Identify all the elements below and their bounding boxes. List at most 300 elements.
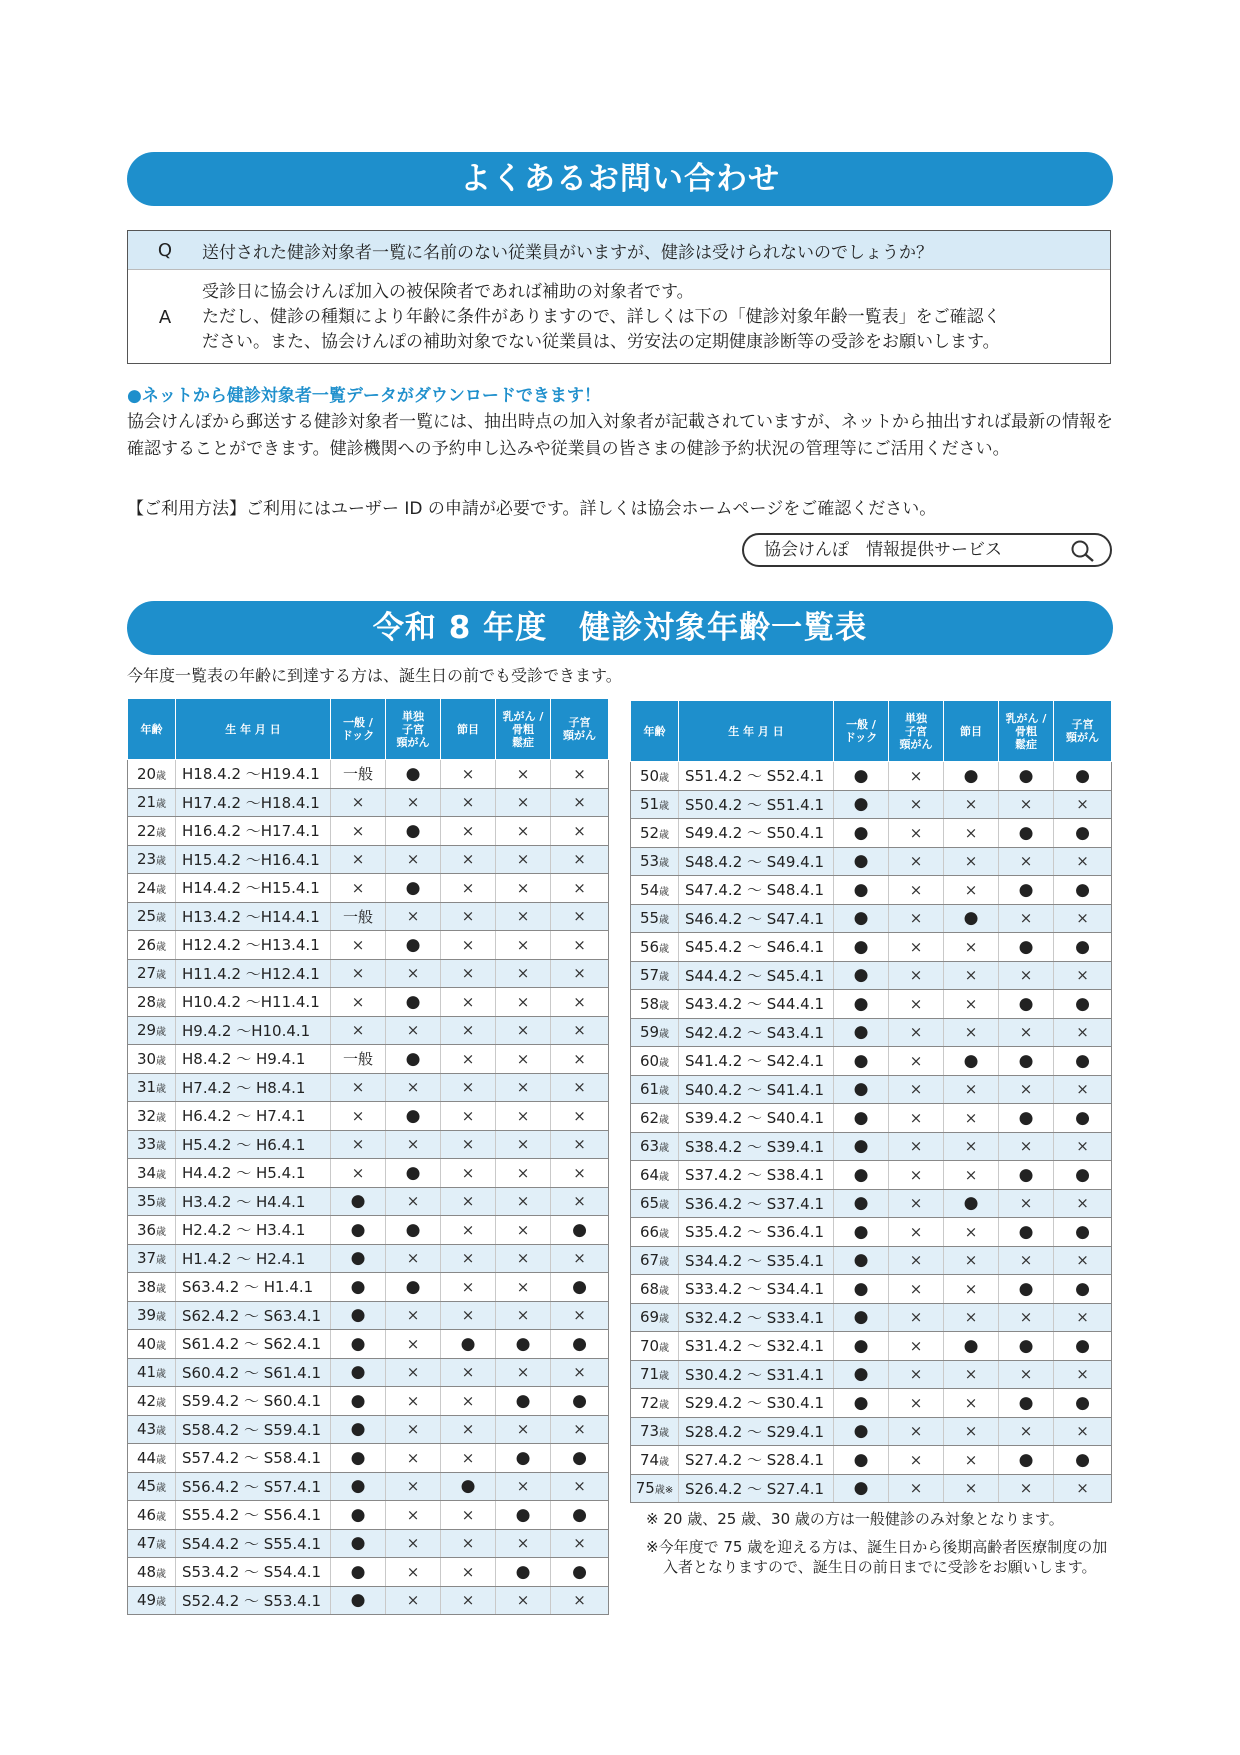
header-general: 一般 / ドック [834, 701, 889, 762]
general-cell: ● [834, 1303, 889, 1332]
cervical-cell: × [551, 1159, 609, 1188]
birth-range-cell: S28.4.2 ～ S29.4.1 [679, 1417, 834, 1446]
cervical-cell: × [551, 1301, 609, 1330]
cervical-cell: × [551, 1529, 609, 1558]
general-cell: × [331, 931, 386, 960]
table-row [631, 933, 1112, 962]
breast-cell: × [496, 760, 551, 789]
table-row [128, 959, 609, 988]
breast-cell: × [496, 1187, 551, 1216]
cervical-single-cell: × [386, 1073, 441, 1102]
birth-range-cell: H2.4.2 ～ H3.4.1 [176, 1216, 331, 1245]
cervical-cell: ● [1054, 1275, 1112, 1304]
search-icon [1070, 539, 1096, 563]
table-row [128, 1358, 609, 1387]
table-row [128, 1102, 609, 1131]
cervical-cell: × [1054, 847, 1112, 876]
milestone-cell: ● [944, 1189, 999, 1218]
general-cell: ● [834, 990, 889, 1019]
general-cell: ● [331, 1358, 386, 1387]
table-row [128, 1444, 609, 1473]
birth-range-cell: S37.4.2 ～ S38.4.1 [679, 1161, 834, 1190]
table-row [128, 1501, 609, 1530]
general-cell: × [331, 988, 386, 1017]
birth-range-cell: H8.4.2 ～ H9.4.1 [176, 1045, 331, 1074]
table-row [128, 1301, 609, 1330]
table-row [631, 1474, 1112, 1503]
general-cell: ● [834, 819, 889, 848]
milestone-cell: × [944, 933, 999, 962]
milestone-cell: × [441, 1444, 496, 1473]
cervical-single-cell: × [889, 1018, 944, 1047]
birth-range-cell: S53.4.2 ～ S54.4.1 [176, 1558, 331, 1587]
breast-cell: × [999, 1132, 1054, 1161]
breast-cell: × [999, 1189, 1054, 1218]
cervical-single-cell: × [889, 762, 944, 791]
cervical-single-cell: ● [386, 931, 441, 960]
breast-cell: × [496, 788, 551, 817]
age-cell: 63歳 [631, 1132, 679, 1161]
table-row [128, 1130, 609, 1159]
birth-range-cell: S42.4.2 ～ S43.4.1 [679, 1018, 834, 1047]
milestone-cell: × [441, 1187, 496, 1216]
cervical-cell: × [1054, 904, 1112, 933]
birth-range-cell: S55.4.2 ～ S56.4.1 [176, 1501, 331, 1530]
milestone-cell: × [441, 1586, 496, 1615]
cervical-single-cell: × [386, 1244, 441, 1273]
breast-cell: × [496, 931, 551, 960]
cervical-cell: ● [551, 1273, 609, 1302]
header-breast: 乳がん / 骨粗 鬆症 [999, 701, 1054, 762]
breast-cell: ● [496, 1501, 551, 1530]
birth-range-cell: S50.4.2 ～ S51.4.1 [679, 790, 834, 819]
table-row [631, 1047, 1112, 1076]
general-cell: × [331, 1016, 386, 1045]
cervical-single-cell: × [889, 876, 944, 905]
general-cell: ● [331, 1558, 386, 1587]
general-cell: ● [331, 1444, 386, 1473]
table-row [631, 876, 1112, 905]
breast-cell: × [496, 845, 551, 874]
milestone-cell: × [441, 1159, 496, 1188]
cervical-single-cell: × [386, 959, 441, 988]
breast-cell: × [999, 1075, 1054, 1104]
breast-cell: ● [999, 876, 1054, 905]
general-cell: ● [834, 876, 889, 905]
general-cell: ● [834, 790, 889, 819]
age-cell: 32歳 [128, 1102, 176, 1131]
breast-cell: × [496, 1045, 551, 1074]
milestone-cell: × [441, 760, 496, 789]
general-cell: ● [834, 1246, 889, 1275]
milestone-cell: × [944, 961, 999, 990]
table-row [128, 1586, 609, 1615]
age-cell: 23歳 [128, 845, 176, 874]
breast-cell: × [999, 847, 1054, 876]
header-birth: 生 年 月 日 [176, 699, 331, 760]
age-cell: 68歳 [631, 1275, 679, 1304]
cervical-cell: ● [551, 1501, 609, 1530]
birth-range-cell: S43.4.2 ～ S44.4.1 [679, 990, 834, 1019]
general-cell: ● [834, 1275, 889, 1304]
age-cell: 28歳 [128, 988, 176, 1017]
birth-range-cell: H11.4.2 ～H12.4.1 [176, 959, 331, 988]
cervical-single-cell: × [386, 902, 441, 931]
age-cell: 53歳 [631, 847, 679, 876]
general-cell: ● [834, 1132, 889, 1161]
general-cell: ● [331, 1501, 386, 1530]
birth-range-cell: S39.4.2 ～ S40.4.1 [679, 1104, 834, 1133]
breast-cell: × [999, 1360, 1054, 1389]
age-cell: 66歳 [631, 1218, 679, 1247]
age-cell: 31歳 [128, 1073, 176, 1102]
general-cell: ● [834, 1474, 889, 1503]
cervical-cell: × [551, 1472, 609, 1501]
birth-range-cell: H14.4.2 ～H15.4.1 [176, 874, 331, 903]
cervical-single-cell: ● [386, 1045, 441, 1074]
milestone-cell: × [441, 988, 496, 1017]
general-cell: ● [331, 1415, 386, 1444]
breast-cell: × [496, 1102, 551, 1131]
general-cell: 一般 [331, 1045, 386, 1074]
breast-cell: ● [999, 1332, 1054, 1361]
table-row [128, 1273, 609, 1302]
cervical-single-cell: × [889, 1389, 944, 1418]
breast-cell: ● [999, 1104, 1054, 1133]
milestone-cell: × [441, 1130, 496, 1159]
birth-range-cell: H12.4.2 ～H13.4.1 [176, 931, 331, 960]
cervical-cell: × [1054, 1246, 1112, 1275]
birth-range-cell: S45.4.2 ～ S46.4.1 [679, 933, 834, 962]
cervical-single-cell: ● [386, 1102, 441, 1131]
header-cervical: 子宮 頸がん [1054, 701, 1112, 762]
general-cell: ● [834, 1417, 889, 1446]
cervical-single-cell: × [386, 1130, 441, 1159]
cervical-cell: ● [1054, 762, 1112, 791]
age-cell: 45歳 [128, 1472, 176, 1501]
cervical-single-cell: ● [386, 874, 441, 903]
cervical-single-cell: × [889, 1275, 944, 1304]
breast-cell: ● [999, 1389, 1054, 1418]
cervical-cell: ● [1054, 1047, 1112, 1076]
birth-range-cell: H18.4.2 ～H19.4.1 [176, 760, 331, 789]
milestone-cell: × [944, 1303, 999, 1332]
cervical-single-cell: × [889, 961, 944, 990]
header-cervical-single: 単独 子宮 頸がん [889, 701, 944, 762]
breast-cell: × [496, 1472, 551, 1501]
a-mark: A [158, 306, 172, 328]
breast-cell: ● [999, 1161, 1054, 1190]
birth-range-cell: S41.4.2 ～ S42.4.1 [679, 1047, 834, 1076]
cervical-cell: ● [551, 1330, 609, 1359]
milestone-cell: × [441, 788, 496, 817]
table-row [128, 1472, 609, 1501]
cervical-single-cell: × [386, 1187, 441, 1216]
table-row [631, 1189, 1112, 1218]
cervical-cell: ● [1054, 1218, 1112, 1247]
milestone-cell: × [944, 819, 999, 848]
age-cell: 74歳 [631, 1446, 679, 1475]
age-cell: 33歳 [128, 1130, 176, 1159]
table-row [128, 1244, 609, 1273]
cervical-cell: × [551, 1016, 609, 1045]
age-cell: 69歳 [631, 1303, 679, 1332]
birth-range-cell: S31.4.2 ～ S32.4.1 [679, 1332, 834, 1361]
birth-range-cell: S33.4.2 ～ S34.4.1 [679, 1275, 834, 1304]
cervical-cell: ● [1054, 1332, 1112, 1361]
download-heading: ●ネットから健診対象者一覧データがダウンロードできます！ [127, 386, 601, 406]
cervical-single-cell: × [386, 1330, 441, 1359]
birth-range-cell: H9.4.2 ～H10.4.1 [176, 1016, 331, 1045]
age-cell: 71歳 [631, 1360, 679, 1389]
age-table-intro: 今年度一覧表の年齢に到達する方は、誕生日の前でも受診できます。 [127, 666, 622, 685]
cervical-cell: ● [551, 1216, 609, 1245]
faq-title-banner [127, 152, 1113, 206]
cervical-single-cell: × [386, 1529, 441, 1558]
age-cell: 52歳 [631, 819, 679, 848]
search-label: 協会けんぽ 情報提供サービス [764, 540, 1002, 560]
breast-cell: ● [999, 1446, 1054, 1475]
cervical-single-cell: × [889, 1246, 944, 1275]
birth-range-cell: S35.4.2 ～ S36.4.1 [679, 1218, 834, 1247]
milestone-cell: × [944, 1104, 999, 1133]
milestone-cell: ● [944, 1332, 999, 1361]
breast-cell: × [496, 1130, 551, 1159]
cervical-single-cell: × [386, 1387, 441, 1416]
breast-cell: × [496, 1586, 551, 1615]
age-cell: 59歳 [631, 1018, 679, 1047]
general-cell: ● [834, 1075, 889, 1104]
milestone-cell: × [441, 874, 496, 903]
question-text: 送付された健診対象者一覧に名前のない従業員がいますが、健診は受けられないのでしょうか？ [202, 242, 933, 263]
breast-cell: × [496, 902, 551, 931]
age-cell: 58歳 [631, 990, 679, 1019]
cervical-cell: × [1054, 1018, 1112, 1047]
breast-cell: ● [496, 1330, 551, 1359]
general-cell: ● [834, 1104, 889, 1133]
age-cell: 72歳 [631, 1389, 679, 1418]
cervical-cell: ● [1054, 876, 1112, 905]
table-row [631, 990, 1112, 1019]
milestone-cell: × [441, 1016, 496, 1045]
general-cell: ● [331, 1244, 386, 1273]
table-row [128, 1159, 609, 1188]
cervical-single-cell: ● [386, 1159, 441, 1188]
birth-range-cell: S32.4.2 ～ S33.4.1 [679, 1303, 834, 1332]
age-cell: 35歳 [128, 1187, 176, 1216]
answer-line: ださい。また、協会けんぽの補助対象でない従業員は、労安法の定期健康診断等の受診をお願いします。 [202, 331, 1000, 352]
cervical-single-cell: × [386, 1415, 441, 1444]
birth-range-cell: S48.4.2 ～ S49.4.1 [679, 847, 834, 876]
milestone-cell: × [944, 1246, 999, 1275]
age-cell: 41歳 [128, 1358, 176, 1387]
table-row [631, 904, 1112, 933]
table-row [631, 762, 1112, 791]
birth-range-cell: S40.4.2 ～ S41.4.1 [679, 1075, 834, 1104]
table-row [128, 931, 609, 960]
cervical-cell: ● [1054, 990, 1112, 1019]
header-age: 年齢 [128, 699, 176, 760]
cervical-cell: × [551, 1102, 609, 1131]
cervical-cell: × [1054, 1075, 1112, 1104]
age-table-title-banner [127, 601, 1113, 655]
milestone-cell: × [441, 1216, 496, 1245]
cervical-cell: × [1054, 790, 1112, 819]
general-cell: ● [331, 1330, 386, 1359]
cervical-single-cell: × [386, 1472, 441, 1501]
note-1: ※ 20 歳、25 歳、30 歳の方は一般健診のみ対象となります。 [646, 1510, 1064, 1528]
header-age: 年齢 [631, 701, 679, 762]
birth-range-cell: S51.4.2 ～ S52.4.1 [679, 762, 834, 791]
birth-range-cell: S52.4.2 ～ S53.4.1 [176, 1586, 331, 1615]
table-row [631, 1389, 1112, 1418]
table-row [631, 1246, 1112, 1275]
milestone-cell: × [944, 1018, 999, 1047]
header-milestone: 節目 [944, 701, 999, 762]
header-breast: 乳がん / 骨粗 鬆症 [496, 699, 551, 760]
age-cell: 55歳 [631, 904, 679, 933]
cervical-cell: × [1054, 1189, 1112, 1218]
table-row [128, 1558, 609, 1587]
cervical-cell: × [551, 902, 609, 931]
birth-range-cell: H5.4.2 ～ H6.4.1 [176, 1130, 331, 1159]
cervical-cell: ● [1054, 1446, 1112, 1475]
cervical-single-cell: × [889, 790, 944, 819]
table-row [631, 790, 1112, 819]
cervical-single-cell: × [889, 1474, 944, 1503]
breast-cell: × [496, 1529, 551, 1558]
milestone-cell: × [441, 902, 496, 931]
table-row [631, 1417, 1112, 1446]
milestone-cell: × [944, 1275, 999, 1304]
birth-range-cell: H4.4.2 ～ H5.4.1 [176, 1159, 331, 1188]
cervical-single-cell: × [889, 1075, 944, 1104]
birth-range-cell: S26.4.2 ～ S27.4.1 [679, 1474, 834, 1503]
cervical-cell: × [551, 1244, 609, 1273]
cervical-cell: × [551, 988, 609, 1017]
birth-range-cell: S47.4.2 ～ S48.4.1 [679, 876, 834, 905]
age-cell: 49歳 [128, 1586, 176, 1615]
breast-cell: × [496, 1301, 551, 1330]
question-row [128, 231, 1110, 270]
age-cell: 22歳 [128, 817, 176, 846]
general-cell: ● [834, 1446, 889, 1475]
table-row [128, 845, 609, 874]
cervical-cell: × [551, 788, 609, 817]
age-cell: 57歳 [631, 961, 679, 990]
age-cell: 51歳 [631, 790, 679, 819]
milestone-cell: × [441, 931, 496, 960]
breast-cell: × [496, 1216, 551, 1245]
table-row [128, 1387, 609, 1416]
birth-range-cell: S62.4.2 ～ S63.4.1 [176, 1301, 331, 1330]
birth-range-cell: H7.4.2 ～ H8.4.1 [176, 1073, 331, 1102]
milestone-cell: × [441, 1301, 496, 1330]
breast-cell: × [496, 817, 551, 846]
milestone-cell: × [944, 1218, 999, 1247]
general-cell: × [331, 1130, 386, 1159]
milestone-cell: × [944, 1389, 999, 1418]
milestone-cell: × [441, 1529, 496, 1558]
cervical-single-cell: × [889, 1161, 944, 1190]
breast-cell: × [496, 1073, 551, 1102]
age-cell: 43歳 [128, 1415, 176, 1444]
milestone-cell: × [441, 1045, 496, 1074]
breast-cell: ● [999, 933, 1054, 962]
breast-cell: × [999, 961, 1054, 990]
faq-title: よくあるお問い合わせ [460, 161, 780, 197]
cervical-cell: × [1054, 1417, 1112, 1446]
age-cell: 65歳 [631, 1189, 679, 1218]
cervical-single-cell: × [889, 1218, 944, 1247]
birth-range-cell: S61.4.2 ～ S62.4.1 [176, 1330, 331, 1359]
breast-cell: × [999, 1417, 1054, 1446]
milestone-cell: ● [944, 762, 999, 791]
age-cell: 37歳 [128, 1244, 176, 1273]
milestone-cell: × [441, 1415, 496, 1444]
table-row [128, 988, 609, 1017]
cervical-single-cell: × [889, 1360, 944, 1389]
download-usage: 【ご利用方法】ご利用にはユーザー ID の申請が必要です。詳しくは協会ホームページをご確認ください。 [127, 499, 937, 519]
cervical-cell: ● [1054, 1389, 1112, 1418]
birth-range-cell: S29.4.2 ～ S30.4.1 [679, 1389, 834, 1418]
birth-range-cell: S63.4.2 ～ H1.4.1 [176, 1273, 331, 1302]
breast-cell: × [496, 1273, 551, 1302]
birth-range-cell: H6.4.2 ～ H7.4.1 [176, 1102, 331, 1131]
milestone-cell: ● [944, 1047, 999, 1076]
milestone-cell: × [944, 847, 999, 876]
header-milestone: 節目 [441, 699, 496, 760]
table-row [631, 1161, 1112, 1190]
age-cell: 21歳 [128, 788, 176, 817]
age-cell: 50歳 [631, 762, 679, 791]
table-row [631, 1360, 1112, 1389]
age-cell: 75歳※ [631, 1474, 679, 1503]
cervical-cell: × [551, 760, 609, 789]
birth-range-cell: S57.4.2 ～ S58.4.1 [176, 1444, 331, 1473]
age-table-left [127, 698, 609, 1615]
general-cell: ● [331, 1387, 386, 1416]
milestone-cell: × [944, 1075, 999, 1104]
general-cell: ● [834, 847, 889, 876]
breast-cell: × [496, 1415, 551, 1444]
table-row [128, 788, 609, 817]
age-cell: 61歳 [631, 1075, 679, 1104]
header-general: 一般 / ドック [331, 699, 386, 760]
milestone-cell: × [944, 1474, 999, 1503]
cervical-cell: × [1054, 1474, 1112, 1503]
breast-cell: ● [999, 990, 1054, 1019]
general-cell: ● [834, 762, 889, 791]
cervical-cell: × [551, 1045, 609, 1074]
general-cell: ● [331, 1586, 386, 1615]
age-cell: 29歳 [128, 1016, 176, 1045]
general-cell: × [331, 845, 386, 874]
breast-cell: ● [999, 819, 1054, 848]
cervical-cell: × [1054, 1132, 1112, 1161]
general-cell: 一般 [331, 760, 386, 789]
birth-range-cell: S30.4.2 ～ S31.4.1 [679, 1360, 834, 1389]
table-row [128, 1216, 609, 1245]
info-service-search[interactable] [742, 533, 1112, 567]
table-row [128, 1073, 609, 1102]
note-2: ※今年度で 75 歳を迎える方は、誕生日から後期高齢者医療制度の加入者となりますので、誕生日の前日までに受診をお願いします。 [646, 1538, 1108, 1576]
milestone-cell: × [944, 1417, 999, 1446]
cervical-cell: ● [551, 1444, 609, 1473]
cervical-single-cell: × [386, 1558, 441, 1587]
age-cell: 60歳 [631, 1047, 679, 1076]
birth-range-cell: S58.4.2 ～ S59.4.1 [176, 1415, 331, 1444]
